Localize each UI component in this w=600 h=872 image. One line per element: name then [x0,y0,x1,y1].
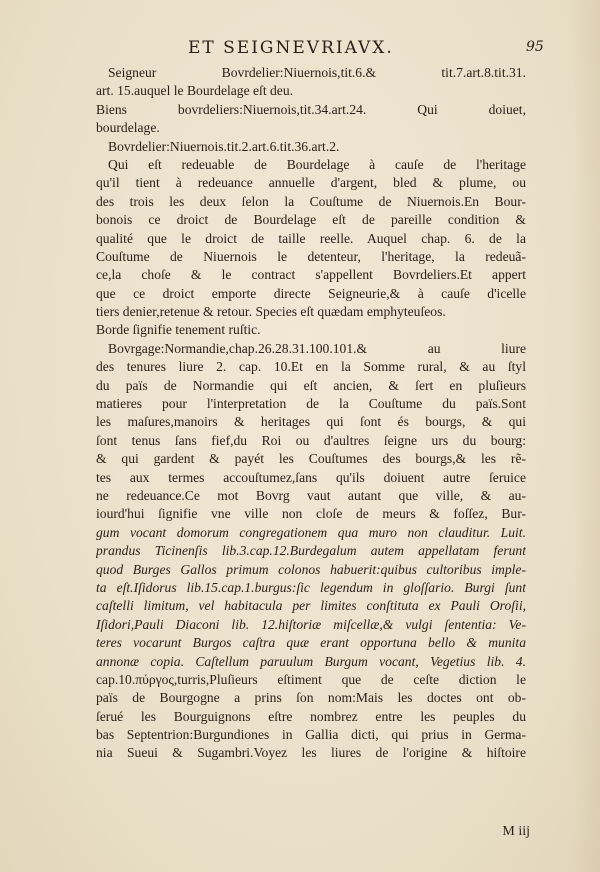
text-line: Bovrdelier:Niuernois.tit.2.art.6.tit.36.art.2. [108,138,340,154]
text-line: tiers denier,retenue & retour. Species eſt quædam emphyteuſeos. [96,304,446,320]
text-line: Borde ſignifie tenement ruſtic. [96,322,261,338]
signature-mark: M iij [502,824,530,839]
text-line: Iſidori,Pauli Diaconi lib. 12.hiſtoriæ miſcellæ,& vulgi ſententia: Ve- [96,616,526,632]
text-line: bonois ce droict de Bourdelage eſt de pareille condition & [96,212,526,228]
text-line: gum vocant domorum congregationem qua muro non clauditur. Luit. [96,524,526,540]
body-text [96,64,526,763]
text-line: art. 15.auquel le Bourdelage eſt deu. [96,83,294,99]
page-edge-shading [570,0,600,872]
text-line: ſont tenus ſans fief,du Roi ou d'aultres ſeigne urs du bourg: [96,432,526,448]
text-line: ne redeuance.Ce mot Bovrg vaut autant que ville, & au- [96,487,526,503]
text-line: païs de Bourgogne a prins ſon nom:Mais les doctes ont ob- [96,690,526,706]
text-line: Bovrgage:Normandie,chap.26.28.31.100.101.& au liure [108,340,526,356]
page-number: 95 [526,39,544,55]
text-line: iourd'hui ſignifie vne ville non cloſe de meurs & foſſez, Bur- [96,506,526,522]
text-line: qu'il tient à redeuance annuelle d'argent, bled & plume, ou [96,175,526,191]
text-line: bas Septentrion:Burgundiones in Gallia dicti, qui prius in Germa- [96,727,526,743]
text-line: & qui gardent & payét les Couſtumes des bourgs,& les rẽ- [96,451,526,467]
text-line: qualité que le droict de taille reelle. Auquel chap. 6. de la [96,230,526,246]
text-line: teres vocarunt Burgos caſtra quæ erant opportuna bello & munita [96,635,526,651]
text-line: des trois les deux ſelon la Couſtume de Niuernois.En Bour- [96,193,526,209]
text-line: quod Burges Gallos primum colonos habuerit:quibus cultoribus imple- [96,561,526,577]
text-line: Seigneur Bovrdelier:Niuernois,tit.6.& tit.7.art.8.tit.31. [108,65,526,80]
running-head: ET SEIGNEVRIAVX. [188,38,394,58]
text-line: que ce droict emporte directe Seigneurie,& à cauſe d'icelle [96,285,526,301]
text-line: matieres pour l'interpretation de la Couſtume du païs.Sont [96,396,526,412]
text-line: Biens bovrdeliers:Niuernois,tit.34.art.24. Qui doiuet, [96,101,526,117]
text-line: tes aux termes accouſtumez,ſans qu'ils doiuent autre ſeruice [96,469,526,485]
text-line: prandus Ticinenſis lib.3.cap.12.Burdegalum autem appellatam ferunt [96,543,526,559]
text-line: cap.10.πύργος,turris,Pluſieurs eſtiment que de ceſte diction le [96,671,526,687]
page-header [0,38,600,62]
text-line: Qui eſt redeuable de Bourdelage à cauſe de l'heritage [108,156,526,172]
text-line: Couſtume de Niuernois le detenteur, l'heritage, la redeuã- [96,248,526,264]
text-line: ta eſt.Iſidorus lib.15.cap.1.burgus:ſic legendum in gloſſario. Burgi ſunt [96,579,526,595]
text-line: des tenures liure 2. cap. 10.Et en la Somme rural, & au ſtyl [96,359,526,375]
text-line: ce,la choſe & le contract s'appellent Bovrdeliers.Et appert [96,267,526,283]
text-line: du païs de Normandie qui eſt ancien, & ſert en pluſieurs [96,377,526,393]
text-line: caſtelli limitum, vel habitacula per limites conſtituta ex Pauli Oroſii, [96,598,526,614]
text-line: nia Sueui & Sugambri.Voyez les liures de l'origine & hiſtoire [96,745,526,761]
text-line: les maſures,manoirs & heritages qui ſont és bourgs, & qui [96,414,526,430]
text-line: annonæ copia. Caſtellum paruulum Burgum vocant, Vegetius lib. 4. [96,653,526,669]
text-line: ſerué les Bourguignons eſtre nombrez entre les peuples du [96,708,526,724]
text-line: bourdelage. [96,120,160,136]
